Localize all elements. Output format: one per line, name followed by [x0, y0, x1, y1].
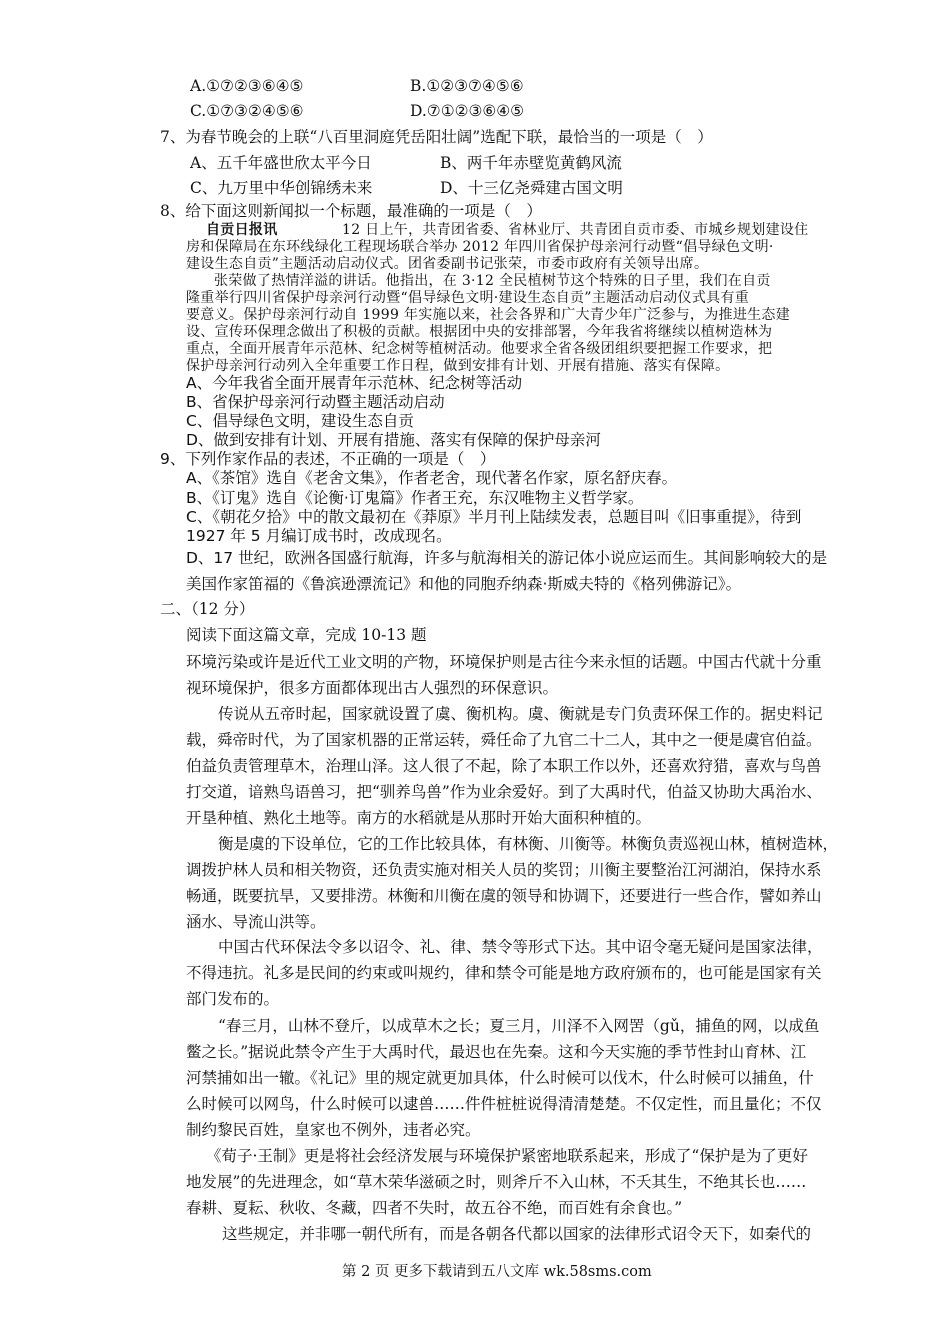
q9-option-a: A、《茶馆》选自《老舍文集》，作者老舍，现代著名作家，原名舒庆春。	[186, 469, 678, 487]
article-line: 打交道，谙熟鸟语兽习，把“驯养鸟兽”作为业余爱好。到了大禹时代，伯益又协助大禹治水、	[186, 783, 822, 801]
article-line: 视环境保护，很多方面都体现出古人强烈的环保意识。	[186, 679, 559, 697]
article-line: 载，舜帝时代，为了国家机器的正常运转，舜任命了九官二十二人，其中之一便是虞官伯益。	[186, 731, 822, 749]
article-line: 伯益负责管理草木，治理山泽。这人很了不起，除了本职工作以外，还喜欢狩猎，喜欢与鸟兽	[186, 757, 822, 775]
q9-stem: 9、下列作家作品的表述，不正确的一项是（ ）	[160, 450, 496, 468]
article-line: 《荀子·王制》更是将社会经济发展与环境保护紧密地联系起来，形成了“保护是为了更好	[206, 1147, 808, 1165]
article-line: 开垦种植、熟化土地等。南方的水稻就是从那时开始大面积种植的。	[186, 809, 652, 827]
news-line: 要意义。保护母亲河行动自 1999 年实施以来，社会各界和广大青少年广泛参与，为推进生态建	[186, 307, 791, 323]
article-line: 涵水、导流山洪等。	[186, 913, 326, 931]
q9-option-b: B、《订鬼》选自《论衡·订鬼篇》作者王充，东汉唯物主义哲学家。	[186, 489, 644, 507]
article-line: 春耕、夏耘、秋收、冬藏，四者不失时，故五谷不绝，而百姓有余食也。”	[186, 1199, 683, 1217]
news-line: 房和保障局在东环线绿化工程现场联合举办 2012 年四川省保护母亲河行动暨“倡导绿色文明·	[186, 239, 774, 255]
article-line: 衡是虞的下设单位，它的工作比较具体，有林衡、川衡等。林衡负责巡视山林，植树造林，	[218, 835, 839, 853]
q7-option-b: B、两千年赤壁览黄鹤风流	[440, 154, 622, 172]
article-line: “春三月，山林不登斤，以成草木之长；夏三月，川泽不入网罟（gǔ，捕鱼的网，以成鱼	[218, 1017, 820, 1035]
article-line: 畅通，既要抗旱，又要排涝。林衡和川衡在虞的领导和协调下，还要进行一些合作，譬如养山	[186, 887, 822, 905]
q8-option-b: B、省保护母亲河行动暨主题活动启动	[186, 393, 445, 411]
page-footer: 第 2 页 更多下载请到五八文库 wk.58sms.com	[342, 1264, 652, 1280]
article-line: 么时候可以网鸟，什么时候可以逮兽……件件桩桩说得清清楚楚。不仅定性，而且量化；不仅	[186, 1095, 822, 1113]
article-line: 这些规定，并非哪一朝代所有，而是各朝各代都以国家的法律形式诏令天下，如秦代的	[222, 1225, 812, 1243]
article-line: 地发展”的先进理念，如“草木荣华滋硕之时，则斧斤不入山林，不夭其生，不绝其长也……	[186, 1173, 807, 1191]
q8-option-d: D、做到安排有计划、开展有措施、落实有保障的保护母亲河	[186, 431, 601, 449]
news-line: 保护母亲河行动列入全年重要工作日程，做到安排有计划、开展有措施、落实有保障。	[186, 358, 730, 374]
article-line: 河禁捕如出一辙。《礼记》里的规定就更加具体，什么时候可以伐木，什么时候可以捕鱼，什	[186, 1069, 814, 1087]
article-line: 传说从五帝时起，国家就设置了虞、衡机构。虞、衡就是专门负责环保工作的。据史料记	[218, 705, 823, 723]
news-line: 重点，全面开展青年示范林、纪念树等植树活动。他要求全省各级团组织要把握工作要求，把	[186, 341, 773, 357]
q6-option-c: C.①⑦③②④⑤⑥	[190, 102, 304, 120]
news-source: 自贡日报讯	[206, 222, 278, 238]
q9-option-d-cont: 美国作家笛福的《鲁滨逊漂流记》和他的同胞乔纳森·斯威夫特的《格列佛游记》。	[186, 575, 742, 593]
q7-option-d: D、十三亿尧舜建古国文明	[440, 179, 623, 197]
q7-option-a: A、五千年盛世欣太平今日	[190, 154, 372, 172]
section-instruction: 阅读下面这篇文章，完成 10-13 题	[186, 626, 427, 644]
q9-option-c: C、《朝花夕拾》中的散文最初在《莽原》半月刊上陆续发表，总题目叫《旧事重提》，待到	[186, 508, 802, 526]
article-line: 中国古代环保法令多以诏令、礼、律、禁令等形式下达。其中诏令毫无疑问是国家法律，	[218, 938, 823, 956]
news-line: 张荣做了热情洋溢的讲话。他指出，在 3·12 全民植树节这个特殊的日子里，我们在自贡	[214, 273, 771, 289]
news-line: 12 日上午，共青团省委、省林业厅、共青团自贡市委、市城乡规划建设住	[342, 222, 809, 238]
q6-option-b: B.①②③⑦④⑤⑥	[410, 77, 524, 95]
section-heading: 二、（12 分）	[160, 600, 255, 618]
q8-option-c: C、倡导绿色文明，建设生态自贡	[186, 412, 414, 430]
q6-option-a: A.①⑦②③⑥④⑤	[190, 77, 304, 95]
q8-option-a: A、今年我省全面开展青年示范林、纪念树等活动	[186, 374, 523, 392]
q9-option-d: D、17 世纪，欧洲各国盛行航海，许多与航海相关的游记体小说应运而生。其间影响较大的是	[186, 549, 828, 567]
article-line: 制约黎民百姓，皇家也不例外，违者必究。	[186, 1121, 481, 1139]
article-line: 环境污染或许是近代工业文明的产物，环境保护则是古往今来永恒的话题。中国古代就十分重	[186, 653, 822, 671]
q7-option-c: C、九万里中华创锦绣未来	[190, 179, 373, 197]
q7-stem: 7、为春节晚会的上联“八百里洞庭凭岳阳壮阔”选配下联，最恰当的一项是（ ）	[160, 128, 713, 146]
article-line: 部门发布的。	[186, 990, 280, 1008]
article-line: 不得违抗。礼多是民间的约束或叫规约，律和禁令可能是地方政府颁布的，也可能是国家有关	[186, 964, 822, 982]
news-line: 建设生态自贡”主题活动启动仪式。团省委副书记张荣，市委市政府有关领导出席。	[186, 256, 709, 272]
q8-stem: 8、给下面这则新闻拟一个标题，最准确的一项是（ ）	[160, 202, 542, 220]
article-line: 调拨护林人员和相关物资，还负责实施对相关人员的奖罚；川衡主要整治江河湖泊，保持水系	[186, 861, 822, 879]
news-line: 隆重举行四川省保护母亲河行动暨“倡导绿色文明·建设生态自贡”主题活动启动仪式具有重	[186, 290, 750, 306]
q9-option-c-cont: 1927 年 5 月编订成书时，改成现名。	[186, 527, 452, 545]
news-line: 设、宣传环保理念做出了积极的贡献。根据团中央的安排部署，今年我省将继续以植树造林为	[186, 324, 773, 340]
article-line: 鳖之长。”据说此禁令产生于大禹时代，最迟也在先秦。这和今天实施的季节性封山育林、江	[186, 1043, 807, 1061]
q6-option-d: D.⑦①②③⑥④⑤	[410, 102, 525, 120]
